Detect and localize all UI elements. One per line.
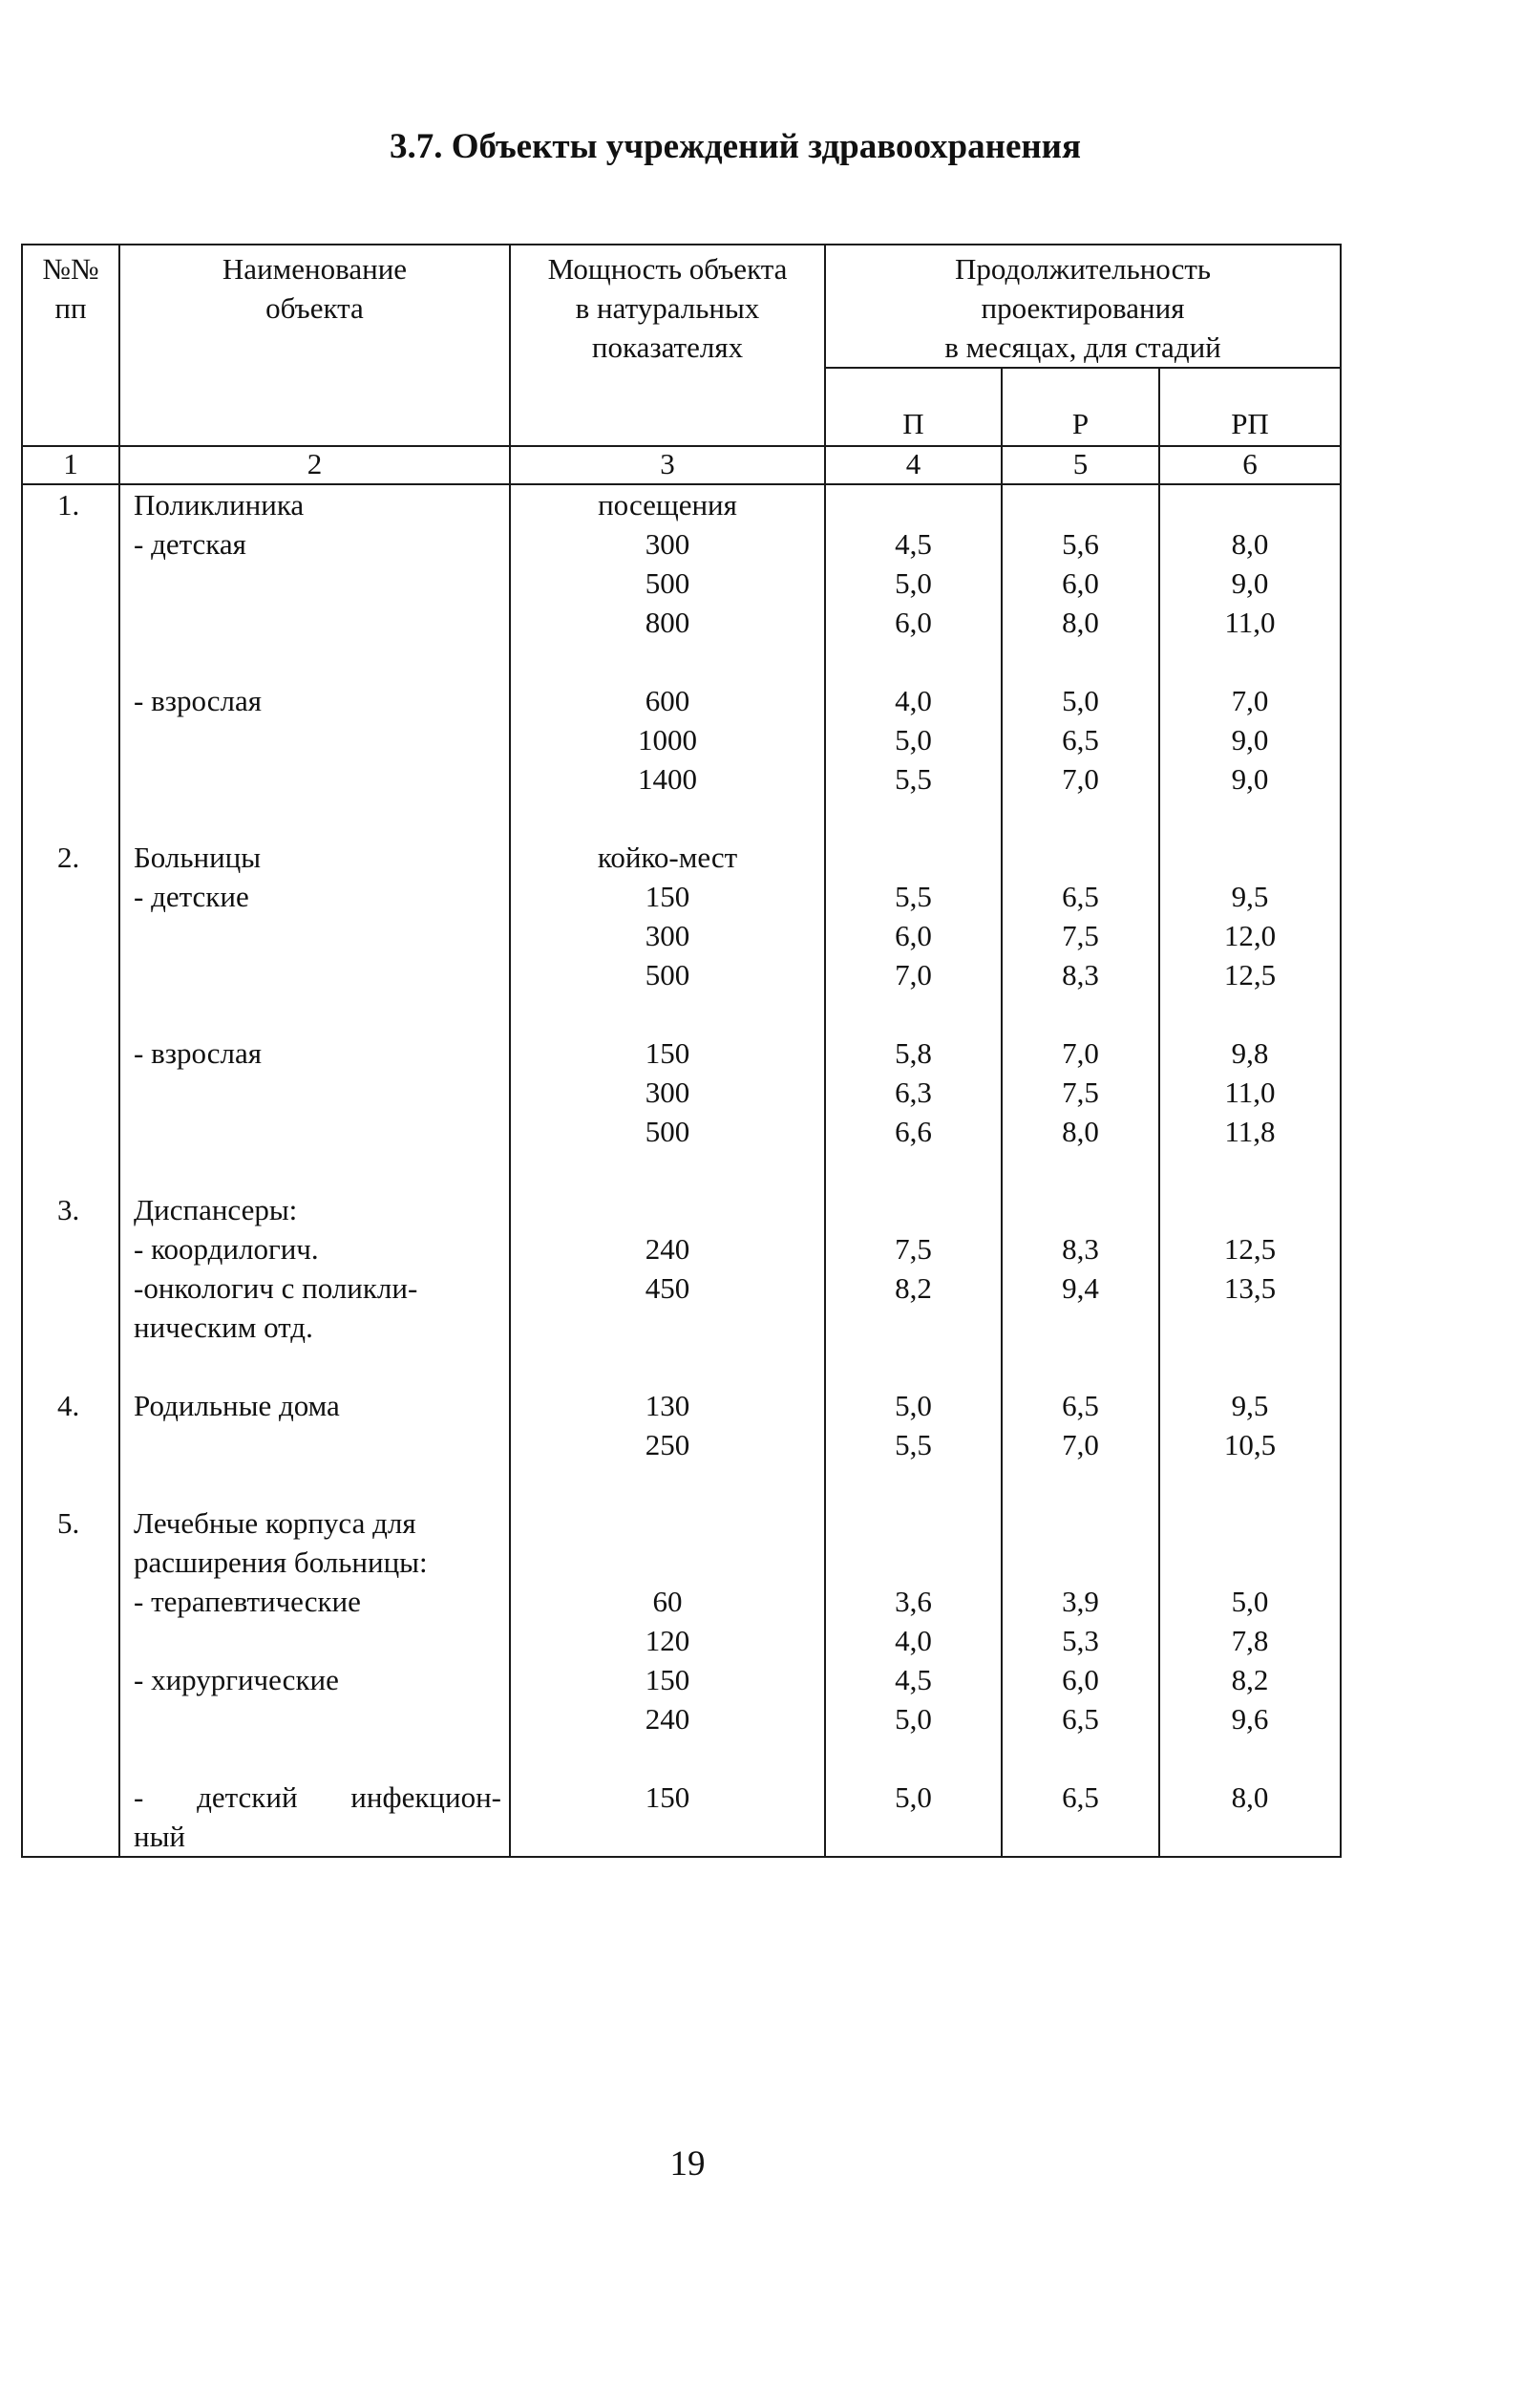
capacity-value: 500 xyxy=(645,958,690,991)
capacity-value xyxy=(519,1347,816,1386)
stage-rp-value xyxy=(1168,1503,1332,1543)
header-duration-line: проектирования xyxy=(981,291,1185,325)
stage-r-cell xyxy=(1002,484,1159,838)
stage-rp-cell xyxy=(1159,484,1341,838)
stage-r-value: 3,9 xyxy=(1062,1585,1099,1618)
header-stage-p: П xyxy=(825,368,1002,446)
stage-rp-value xyxy=(1168,1738,1332,1778)
stage-r-value: 7,0 xyxy=(1062,1036,1099,1070)
object-name-word: инфекцион- xyxy=(350,1780,501,1814)
stage-r-value: 9,4 xyxy=(1062,1271,1099,1305)
capacity-value xyxy=(519,1308,816,1347)
object-name-cell xyxy=(119,1190,510,1386)
stage-rp-value xyxy=(1168,994,1332,1034)
stage-r-value: 6,0 xyxy=(1062,1663,1099,1696)
stage-p-value: 7,5 xyxy=(895,1232,932,1266)
header-object-name xyxy=(119,245,510,446)
header-object-name-line: объекта xyxy=(265,291,364,325)
stage-r-value: 8,3 xyxy=(1062,1232,1099,1266)
item-number: 1. xyxy=(57,488,80,522)
stage-r-value xyxy=(1010,485,1151,524)
header-capacity xyxy=(510,245,825,446)
object-name-line: ный xyxy=(134,1820,186,1853)
object-name-line xyxy=(134,994,501,1034)
stage-r-value: 6,5 xyxy=(1062,723,1099,756)
stage-rp-value xyxy=(1168,485,1332,524)
object-name-line xyxy=(134,1778,501,1817)
stage-r-value: 5,3 xyxy=(1062,1624,1099,1657)
object-name-line xyxy=(134,603,501,642)
object-name-line: - терапевтические xyxy=(134,1585,361,1618)
object-name-line: - детские xyxy=(134,880,249,913)
stage-rp-value: 5,0 xyxy=(1231,1585,1269,1618)
stage-p-value: 3,6 xyxy=(895,1585,932,1618)
stage-r-value: 6,5 xyxy=(1062,880,1099,913)
item-number-cell xyxy=(22,1503,119,1857)
stage-r-cell xyxy=(1002,1190,1159,1386)
object-name-cell xyxy=(119,1503,510,1857)
object-name-cell xyxy=(119,1386,510,1503)
object-name-line xyxy=(134,799,501,838)
object-name-line xyxy=(134,759,501,799)
stage-r-value xyxy=(1010,1347,1151,1386)
column-number: 4 xyxy=(825,446,1002,484)
stage-p-value xyxy=(834,642,993,681)
capacity-value xyxy=(519,994,816,1034)
capacity-value: 1000 xyxy=(638,723,697,756)
table-row xyxy=(22,484,1341,838)
item-number: 5. xyxy=(57,1506,80,1540)
stage-p-value xyxy=(834,485,993,524)
stage-r-cell xyxy=(1002,1386,1159,1503)
stage-p-value: 5,0 xyxy=(895,1389,932,1422)
object-name-line xyxy=(134,720,501,759)
capacity-value: 240 xyxy=(645,1232,690,1266)
stage-rp-value: 9,8 xyxy=(1231,1036,1269,1070)
table-row xyxy=(22,1190,1341,1386)
header-number-line: №№ xyxy=(42,252,99,286)
header-object-name-line: Наименование xyxy=(222,252,408,286)
column-number: 3 xyxy=(510,446,825,484)
capacity-value: 150 xyxy=(645,1663,690,1696)
stage-p-value: 5,0 xyxy=(895,723,932,756)
stage-p-value: 8,2 xyxy=(895,1271,932,1305)
capacity-value: посещения xyxy=(598,488,737,522)
stage-rp-value xyxy=(1168,1464,1332,1503)
object-name-line xyxy=(134,1112,501,1151)
stage-r-value: 7,0 xyxy=(1062,1428,1099,1461)
stage-r-value: 8,3 xyxy=(1062,958,1099,991)
header-capacity-line: Мощность объекта xyxy=(547,252,788,286)
capacity-value: 240 xyxy=(645,1702,690,1736)
stage-rp-value: 9,0 xyxy=(1231,762,1269,796)
stage-p-cell xyxy=(825,1503,1002,1857)
object-name-word: - xyxy=(134,1780,144,1814)
stage-p-value: 6,6 xyxy=(895,1115,932,1148)
object-name-line xyxy=(134,1151,501,1190)
stage-r-cell xyxy=(1002,838,1159,1190)
object-name-line xyxy=(134,916,501,955)
capacity-value: 120 xyxy=(645,1624,690,1657)
object-name-cell xyxy=(119,838,510,1190)
stage-rp-value: 8,0 xyxy=(1231,527,1269,561)
object-name-line: - взрослая xyxy=(134,684,262,717)
stage-p-value: 5,0 xyxy=(895,566,932,600)
header-duration-line: Продолжительность xyxy=(954,252,1212,286)
object-name-cell xyxy=(119,484,510,838)
capacity-value xyxy=(519,1190,816,1229)
stage-rp-value: 9,5 xyxy=(1231,880,1269,913)
stage-rp-value xyxy=(1168,642,1332,681)
object-name-line xyxy=(134,1347,501,1386)
stage-rp-value: 12,0 xyxy=(1223,919,1277,952)
stage-r-value: 8,0 xyxy=(1062,606,1099,639)
column-number: 6 xyxy=(1159,446,1341,484)
stage-rp-value xyxy=(1168,1817,1332,1856)
object-name-line: расширения больницы: xyxy=(134,1545,428,1579)
item-number-cell xyxy=(22,838,119,1190)
item-number: 2. xyxy=(57,841,80,874)
stage-r-value xyxy=(1010,1151,1151,1190)
object-name-line: - взрослая xyxy=(134,1036,262,1070)
capacity-value: 300 xyxy=(645,919,690,952)
capacity-cell xyxy=(510,838,825,1190)
stage-rp-value: 12,5 xyxy=(1223,958,1277,991)
stage-p-value xyxy=(834,838,993,877)
capacity-cell xyxy=(510,1503,825,1857)
stage-r-value: 5,0 xyxy=(1062,684,1099,717)
object-name-line xyxy=(134,955,501,994)
stage-p-value: 6,0 xyxy=(895,919,932,952)
capacity-value xyxy=(519,1464,816,1503)
stage-p-value: 5,8 xyxy=(895,1036,932,1070)
stage-rp-value: 13,5 xyxy=(1223,1271,1277,1305)
stage-rp-cell xyxy=(1159,1190,1341,1386)
header-duration-line: в месяцах, для стадий xyxy=(944,330,1221,364)
stage-r-value xyxy=(1010,1308,1151,1347)
object-name-line: Лечебные корпуса для xyxy=(134,1506,416,1540)
capacity-value: 130 xyxy=(645,1389,690,1422)
stage-r-value: 7,5 xyxy=(1062,919,1099,952)
stage-rp-value xyxy=(1168,799,1332,838)
capacity-value: 450 xyxy=(645,1271,690,1305)
object-name-line xyxy=(134,1621,501,1660)
capacity-value: 800 xyxy=(645,606,690,639)
stage-rp-value: 9,6 xyxy=(1231,1702,1269,1736)
capacity-value: 250 xyxy=(645,1428,690,1461)
stage-p-value: 4,5 xyxy=(895,527,932,561)
header-duration xyxy=(825,245,1341,368)
capacity-value: 60 xyxy=(652,1585,683,1618)
stage-r-value: 6,5 xyxy=(1062,1389,1099,1422)
table-row xyxy=(22,838,1341,1190)
stage-p-value: 7,0 xyxy=(895,958,932,991)
capacity-value: 600 xyxy=(645,684,690,717)
stage-rp-value: 7,8 xyxy=(1231,1624,1269,1657)
design-duration-table xyxy=(21,244,1342,1858)
stage-p-value xyxy=(834,1151,993,1190)
object-name-word: детский xyxy=(197,1780,298,1814)
stage-rp-value: 11,0 xyxy=(1224,1076,1276,1109)
stage-r-cell xyxy=(1002,1503,1159,1857)
header-capacity-line: в натуральных xyxy=(575,291,760,325)
stage-p-value: 5,5 xyxy=(895,762,932,796)
stage-rp-cell xyxy=(1159,838,1341,1190)
object-name-line: Диспансеры: xyxy=(134,1193,298,1226)
capacity-cell xyxy=(510,1386,825,1503)
stage-rp-value: 9,0 xyxy=(1231,566,1269,600)
object-name-line xyxy=(134,1464,501,1503)
stage-p-cell xyxy=(825,1190,1002,1386)
object-name-line xyxy=(134,564,501,603)
stage-rp-value xyxy=(1168,1347,1332,1386)
stage-p-cell xyxy=(825,484,1002,838)
stage-p-value xyxy=(834,1190,993,1229)
stage-r-value xyxy=(1010,1738,1151,1778)
stage-p-value xyxy=(834,799,993,838)
capacity-cell xyxy=(510,484,825,838)
item-number-cell xyxy=(22,1386,119,1503)
column-number: 5 xyxy=(1002,446,1159,484)
capacity-value xyxy=(519,1738,816,1778)
header-capacity-line: показателях xyxy=(591,330,744,364)
table-body xyxy=(22,484,1341,1857)
stage-p-value xyxy=(834,1817,993,1856)
stage-rp-value: 8,2 xyxy=(1231,1663,1269,1696)
stage-p-value: 4,0 xyxy=(895,1624,932,1657)
column-number: 1 xyxy=(22,446,119,484)
capacity-value xyxy=(519,642,816,681)
stage-rp-value xyxy=(1168,1543,1332,1582)
object-name-justified xyxy=(134,1778,501,1817)
object-name-line xyxy=(134,1738,501,1778)
capacity-value: 1400 xyxy=(638,762,697,796)
stage-rp-value xyxy=(1168,1190,1332,1229)
capacity-value xyxy=(519,1817,816,1856)
capacity-value xyxy=(519,799,816,838)
item-number: 3. xyxy=(57,1193,80,1226)
table-row xyxy=(22,1503,1341,1857)
stage-rp-value: 7,0 xyxy=(1231,684,1269,717)
stage-p-value: 4,5 xyxy=(895,1663,932,1696)
stage-p-cell xyxy=(825,1386,1002,1503)
stage-rp-cell xyxy=(1159,1386,1341,1503)
capacity-value: 300 xyxy=(645,527,690,561)
stage-rp-cell xyxy=(1159,1503,1341,1857)
capacity-value xyxy=(519,1543,816,1582)
object-name-line: Поликлиника xyxy=(134,488,305,522)
stage-rp-value: 11,8 xyxy=(1224,1115,1276,1148)
capacity-cell xyxy=(510,1190,825,1386)
object-name-line xyxy=(134,642,501,681)
stage-r-value: 7,0 xyxy=(1062,762,1099,796)
stage-r-value xyxy=(1010,642,1151,681)
stage-p-value xyxy=(834,1738,993,1778)
stage-r-value: 8,0 xyxy=(1062,1115,1099,1148)
stage-p-value: 6,0 xyxy=(895,606,932,639)
stage-p-value xyxy=(834,1464,993,1503)
object-name-line: - коордилогич. xyxy=(134,1232,319,1266)
item-number: 4. xyxy=(57,1389,80,1422)
stage-p-value xyxy=(834,994,993,1034)
table-row xyxy=(22,1386,1341,1503)
stage-p-value: 5,0 xyxy=(895,1702,932,1736)
stage-rp-value: 9,5 xyxy=(1231,1389,1269,1422)
stage-r-value: 6,5 xyxy=(1062,1702,1099,1736)
header-number xyxy=(22,245,119,446)
capacity-value: 150 xyxy=(645,1780,690,1814)
page-title: 3.7. Объекты учреждений здравоохранения xyxy=(389,127,1082,166)
stage-r-value xyxy=(1010,994,1151,1034)
stage-r-value: 5,6 xyxy=(1062,527,1099,561)
stage-p-value xyxy=(834,1503,993,1543)
stage-p-value xyxy=(834,1308,993,1347)
object-name-line: -онкологич с поликли- xyxy=(134,1271,418,1305)
stage-rp-value: 8,0 xyxy=(1231,1780,1269,1814)
item-number-cell xyxy=(22,484,119,838)
column-number: 2 xyxy=(119,446,510,484)
stage-r-value: 7,5 xyxy=(1062,1076,1099,1109)
stage-r-value xyxy=(1010,1464,1151,1503)
header-stage-rp: РП xyxy=(1159,368,1341,446)
stage-r-value xyxy=(1010,1190,1151,1229)
item-number-cell xyxy=(22,1190,119,1386)
object-name-line: - хирургические xyxy=(134,1663,339,1696)
object-name-line xyxy=(134,1425,501,1464)
stage-rp-value xyxy=(1168,1151,1332,1190)
stage-rp-value xyxy=(1168,1308,1332,1347)
stage-p-value: 6,3 xyxy=(895,1076,932,1109)
stage-p-value: 4,0 xyxy=(895,684,932,717)
stage-rp-value: 11,0 xyxy=(1224,606,1276,639)
stage-r-value xyxy=(1010,1543,1151,1582)
capacity-value: койко-мест xyxy=(597,841,738,874)
stage-p-cell xyxy=(825,838,1002,1190)
header-stage-r: Р xyxy=(1002,368,1159,446)
stage-p-value xyxy=(834,1543,993,1582)
stage-rp-value xyxy=(1168,838,1332,877)
stage-r-value xyxy=(1010,799,1151,838)
object-name-line: - детская xyxy=(134,527,246,561)
stage-rp-value: 9,0 xyxy=(1231,723,1269,756)
header-number-line: пп xyxy=(54,291,87,325)
stage-p-value: 5,0 xyxy=(895,1780,932,1814)
stage-r-value: 6,5 xyxy=(1062,1780,1099,1814)
capacity-value xyxy=(519,1151,816,1190)
stage-p-value: 5,5 xyxy=(895,880,932,913)
stage-rp-value: 12,5 xyxy=(1223,1232,1277,1266)
capacity-value xyxy=(519,1503,816,1543)
stage-p-value xyxy=(834,1347,993,1386)
object-name-line: Больницы xyxy=(134,841,262,874)
capacity-value: 150 xyxy=(645,1036,690,1070)
object-name-line: ническим отд. xyxy=(134,1311,313,1344)
capacity-value: 500 xyxy=(645,1115,690,1148)
object-name-line: Родильные дома xyxy=(134,1389,340,1422)
page-number: 19 xyxy=(669,2144,706,2184)
capacity-value: 300 xyxy=(645,1076,690,1109)
object-name-line xyxy=(134,1699,501,1738)
stage-p-value: 5,5 xyxy=(895,1428,932,1461)
object-name-line xyxy=(134,1073,501,1112)
capacity-value: 150 xyxy=(645,880,690,913)
stage-r-value xyxy=(1010,1817,1151,1856)
stage-r-value xyxy=(1010,838,1151,877)
capacity-value: 500 xyxy=(645,566,690,600)
stage-r-value xyxy=(1010,1503,1151,1543)
stage-r-value: 6,0 xyxy=(1062,566,1099,600)
stage-rp-value: 10,5 xyxy=(1223,1428,1277,1461)
